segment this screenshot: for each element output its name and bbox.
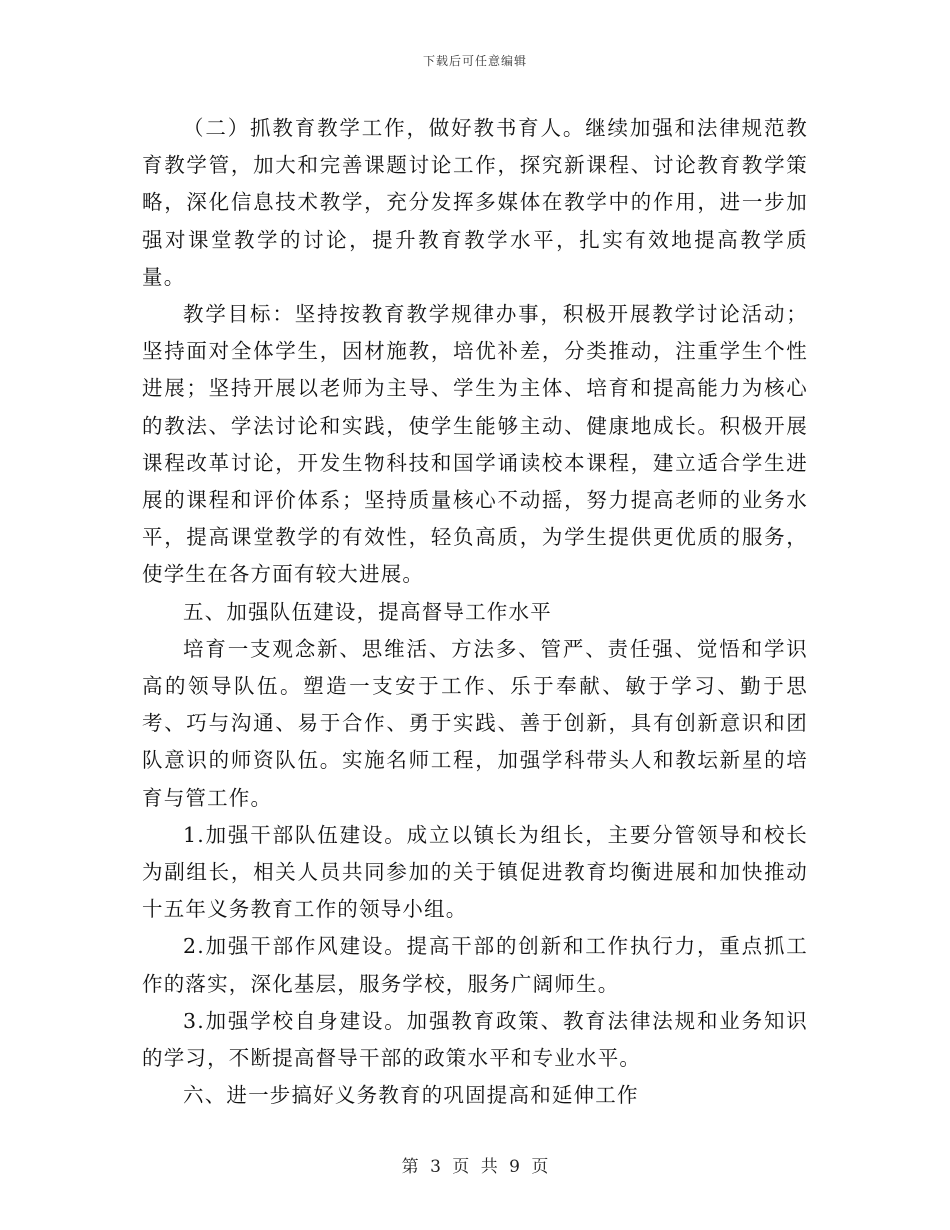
document-body <box>142 110 808 1114</box>
section-heading-six: 六、进一步搞好义务教育的巩固提高和延伸工作 <box>183 1083 639 1108</box>
paragraph-team-building: 培育一支观念新、思维活、方法多、管严、责任强、觉悟和学识高的领导队伍。塑造一支安于工作、乐于奉献、敏于学习、勤于思考、巧与沟通、易于合作、勇于实践、善于创新，具有创新意识和团队意识的师资队伍。实施名师工程，加强学科带头人和教坛新星的培育与管工作。 <box>142 636 808 810</box>
paragraph-teaching-work: （二）抓教育教学工作，做好教书育人。继续加强和法律规范教育教学管，加大和完善课题讨论工作，探究新课程、讨论教育教学策略，深化信息技术教学，充分发挥多媒体在教学中的作用，进一步加强对课堂教学的讨论，提升教育教学水平，扎实有效地提高教学质量。 <box>142 116 808 289</box>
page-number: 第 3 页 共 9 页 <box>401 1157 549 1177</box>
header-note: 下载后可任意编辑 <box>422 54 527 68</box>
list-item-3: 3.加强学校自身建设。加强教育政策、教育法律法规和业务知识的学习，不断提高督导干部的政策水平和专业水平。 <box>142 1008 808 1071</box>
section-heading-five: 五、加强队伍建设，提高督导工作水平 <box>183 599 552 624</box>
list-item-1: 1.加强干部队伍建设。成立以镇长为组长，主要分管领导和校长为副组长，相关人员共同参加的关于镇促进教育均衡进展和加快推动十五年义务教育工作的领导小组。 <box>142 822 808 922</box>
paragraph-teaching-goals: 教学目标：坚持按教育教学规律办事，积极开展教学讨论活动；坚持面对全体学生，因材施教，培优补差，分类推动，注重学生个性进展；坚持开展以老师为主导、学生为主体、培育和提高能力为核心的教法、学法讨论和实践，使学生能够主动、健康地成长。积极开展课程改革讨论，开发生物科技和国学诵读校本课程，建立适合学生进展的课程和评价体系；坚持质量核心不动摇，努力提高老师的业务水平，提高课堂教学的有效性，轻负高质，为学生提供更优质的服务，使学生在各方面有较大进展。 <box>142 302 808 587</box>
list-item-2: 2.加强干部作风建设。提高干部的创新和工作执行力，重点抓工作的落实，深化基层，服务学校，服务广阔师生。 <box>142 934 808 996</box>
